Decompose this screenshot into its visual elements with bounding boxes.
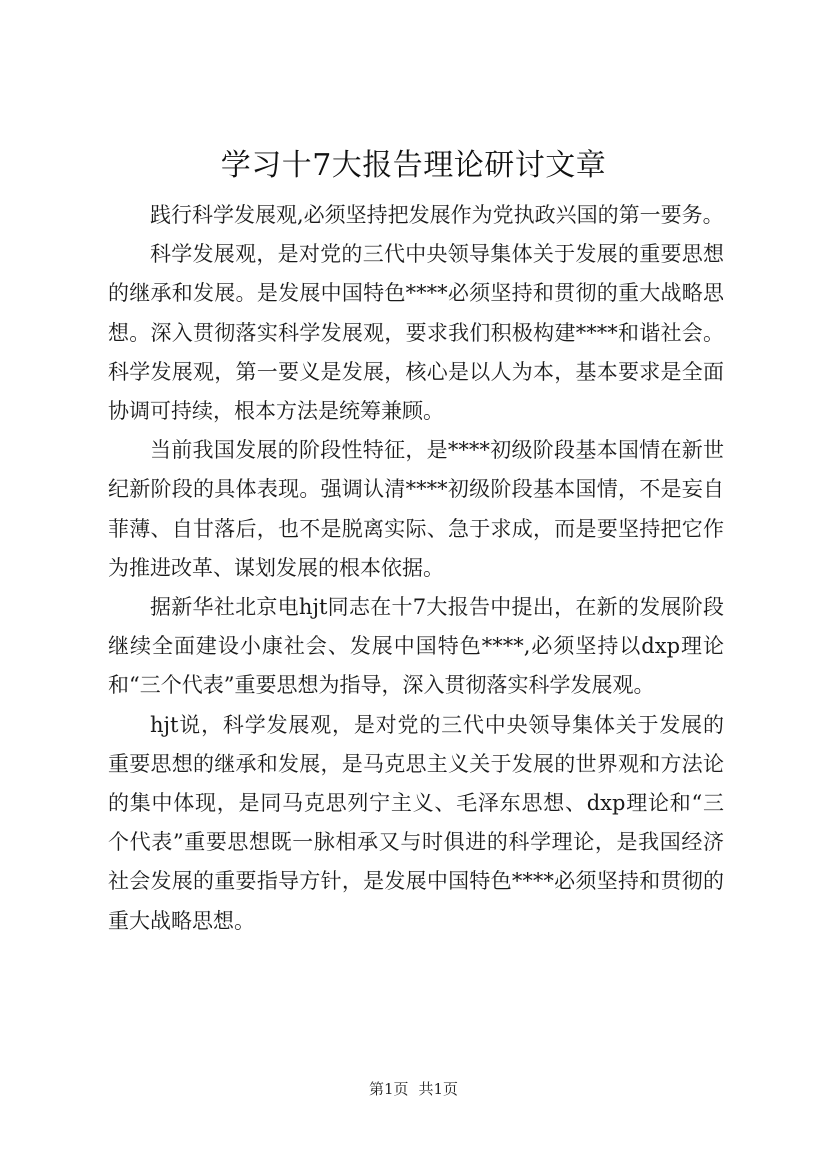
paragraph: 当前我国发展的阶段性特征，是****初级阶段基本国情在新世纪新阶段的具体表现。强调认清****初级阶段基本国情，不是妄自菲薄、自甘落后，也不是脱离实际、急于求成，而是要坚持把它作为推进改革、谋划发展的根本依据。 [108,438,724,580]
page-number: 第1页 [368,1080,409,1098]
paragraph: 据新华社北京电hjt同志在十7大报告中提出，在新的发展阶段继续全面建设小康社会、发展中国特色****,必须坚持以dxp理论和“三个代表”重要思想为指导，深入贯彻落实科学发展观。 [108,595,724,698]
page-total: 共1页 [418,1080,459,1098]
page-footer [0,1078,827,1100]
document-body [108,196,724,941]
paragraph: 科学发展观，是对党的三代中央领导集体关于发展的重要思想的继承和发展。是发展中国特色****必须坚持和贯彻的重大战略思想。深入贯彻落实科学发展观，要求我们积极构建****和谐社会。科学发展观，第一要义是发展，核心是以人为本，基本要求是全面协调可持续，根本方法是统筹兼顾。 [108,242,724,424]
paragraph: hjt说，科学发展观，是对党的三代中央领导集体关于发展的重要思想的继承和发展，是马克思主义关于发展的世界观和方法论的集中体现，是同马克思列宁主义、毛泽东思想、dxp理论和“三个代表”重要思想既一脉相承又与时俱进的科学理论，是我国经济社会发展的重要指导方针，是发展中国特色****必须坚持和贯彻的重大战略思想。 [108,712,724,933]
paragraph: 践行科学发展观,必须坚持把发展作为党执政兴国的第一要务。 [150,203,724,227]
document-title: 学习十7大报告理论研讨文章 [220,148,607,183]
